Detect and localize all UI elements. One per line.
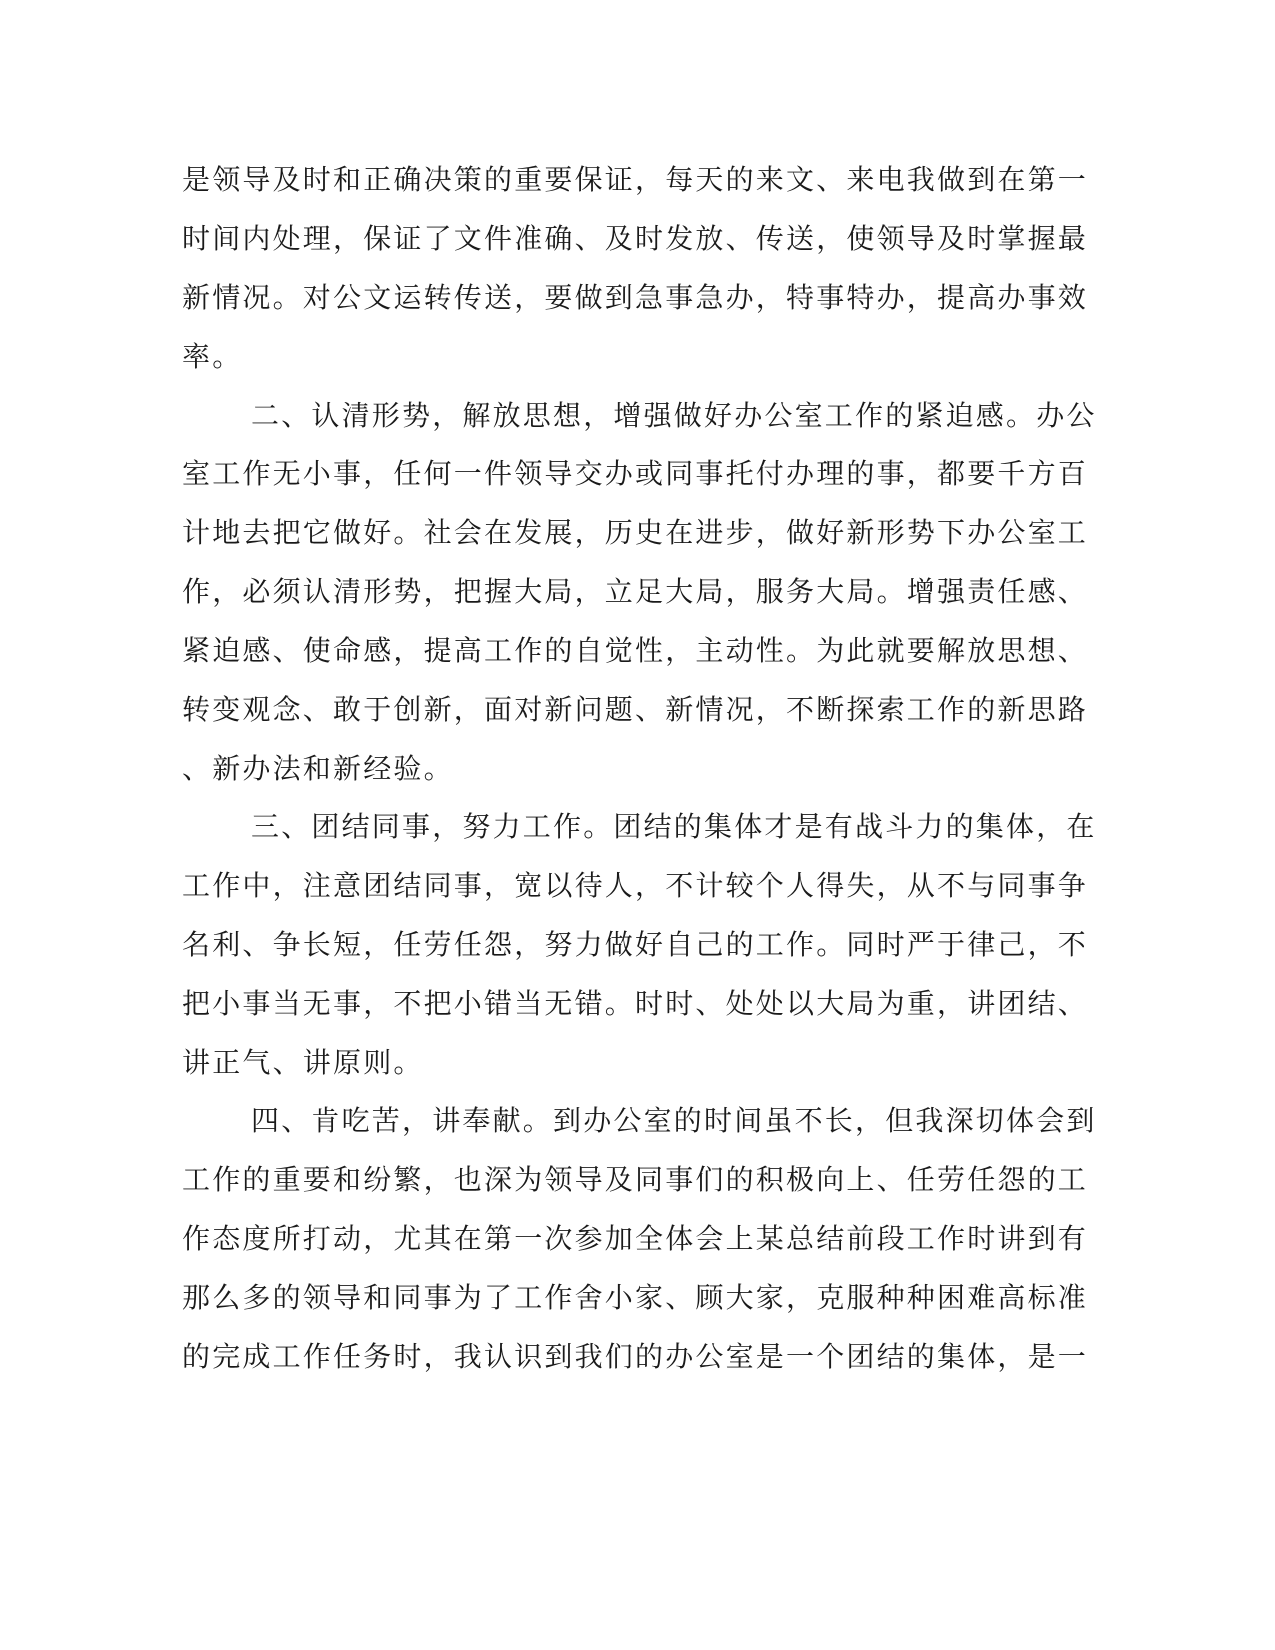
- text-line: 作态度所打动，尤其在第一次参加全体会上某总结前段工作时讲到有: [182, 1222, 1089, 1255]
- text-line: 室工作无小事，任何一件领导交办或同事托付办理的事，都要千方百: [182, 457, 1089, 490]
- text-line: 转变观念、敢于创新，面对新问题、新情况，不断探索工作的新思路: [182, 693, 1089, 726]
- text-line: 那么多的领导和同事为了工作舍小家、顾大家，克服种种困难高标准: [182, 1281, 1089, 1314]
- paragraph-first-line: 四、肯吃苦，讲奉献。到办公室的时间虽不长，但我深切体会到: [251, 1104, 1097, 1137]
- text-line: 名利、争长短，任劳任怨，努力做好自己的工作。同时严于律己，不: [182, 928, 1089, 961]
- text-line: 作，必须认清形势，把握大局，立足大局，服务大局。增强责任感、: [182, 575, 1089, 608]
- text-line: 工作中，注意团结同事，宽以待人，不计较个人得失，从不与同事争: [182, 869, 1089, 902]
- text-line: 是领导及时和正确决策的重要保证，每天的来文、来电我做到在第一: [182, 163, 1089, 196]
- text-line: 率。: [182, 340, 243, 373]
- text-line: 把小事当无事，不把小错当无错。时时、处处以大局为重，讲团结、: [182, 987, 1089, 1020]
- text-line: 新情况。对公文运转传送，要做到急事急办，特事特办，提高办事效: [182, 281, 1089, 314]
- text-line: 、新办法和新经验。: [182, 752, 454, 785]
- text-line: 的完成工作任务时，我认识到我们的办公室是一个团结的集体，是一: [182, 1340, 1089, 1373]
- text-line: 工作的重要和纷繁，也深为领导及同事们的积极向上、任劳任怨的工: [182, 1163, 1089, 1196]
- text-line: 紧迫感、使命感，提高工作的自觉性，主动性。为此就要解放思想、: [182, 634, 1089, 667]
- text-line: 讲正气、讲原则。: [182, 1046, 424, 1079]
- text-line: 时间内处理，保证了文件准确、及时发放、传送，使领导及时掌握最: [182, 222, 1089, 255]
- text-line: 计地去把它做好。社会在发展，历史在进步，做好新形势下办公室工: [182, 516, 1089, 549]
- paragraph-first-line: 二、认清形势，解放思想，增强做好办公室工作的紧迫感。办公: [251, 399, 1097, 432]
- paragraph-first-line: 三、团结同事，努力工作。团结的集体才是有战斗力的集体，在: [251, 810, 1097, 843]
